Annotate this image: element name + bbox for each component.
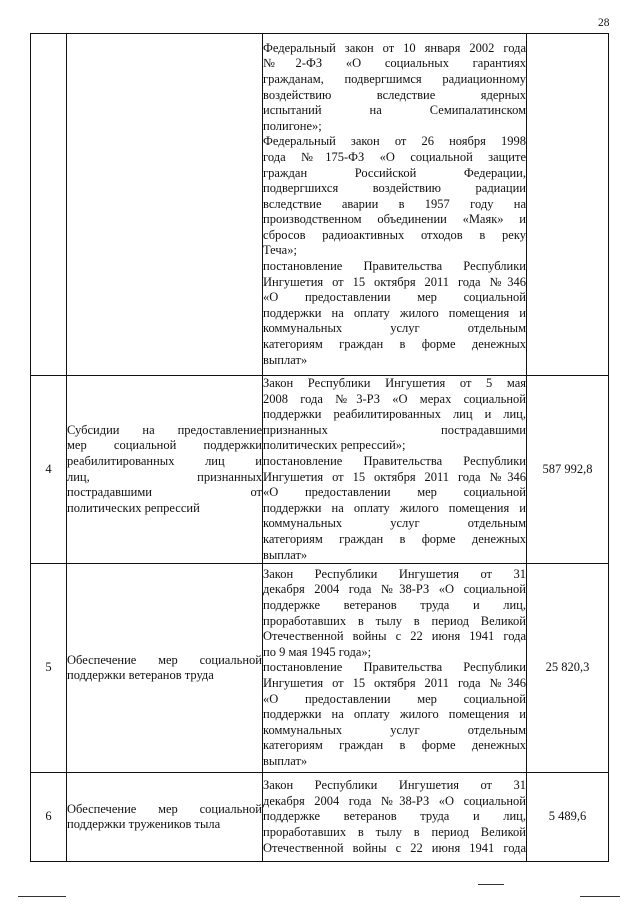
legal-basis-line: Закон Республики Ингушетия от 31: [263, 778, 526, 793]
legal-basis-line: «О предоставлении мер социальной: [263, 290, 526, 305]
legal-basis-line: постановление Правительства Республики: [263, 453, 526, 468]
legal-basis-line: поддержки на оплату жилого помещения и: [263, 500, 526, 515]
legal-basis-line: политических репрессий»;: [263, 438, 406, 453]
measure-name-line: реабилитированных лиц и: [67, 453, 262, 468]
legal-basis: [263, 773, 527, 862]
legal-basis-line: вследствие аварии в 1957 году на: [263, 196, 526, 211]
legal-basis-line: категориям граждан в форме денежных: [263, 738, 526, 753]
legal-basis-line: декабря 2004 года №38-РЗ «О социальной: [263, 582, 526, 597]
legal-basis: [263, 34, 527, 376]
row-number: 4: [31, 376, 67, 564]
legal-basis-line: проработавших в тылу в период Великой: [263, 824, 526, 839]
amount: 25 820,3: [527, 564, 609, 773]
legal-basis-line: Федеральный закон от 10 января 2002 года: [263, 40, 526, 55]
measure-name-line: Субсидии на предоставление: [67, 422, 262, 437]
legal-basis-line: сбросов радиоактивных отходов в реку: [263, 227, 526, 242]
measure-name: [67, 376, 263, 564]
row-number: [31, 34, 67, 376]
footer-line-right: [580, 896, 620, 897]
legal-basis-line: декабря 2004 года №38-РЗ «О социальной: [263, 793, 526, 808]
amount: 587 992,8: [527, 376, 609, 564]
legal-basis-line: гражданам, подвергшимся радиационному: [263, 71, 526, 86]
measure-name-line: пострадавшими от: [67, 485, 262, 500]
legal-basis-line: «О предоставлении мер социальной: [263, 485, 526, 500]
legal-basis-line: по 9 мая 1945 года»;: [263, 644, 372, 659]
legal-basis-line: Теча»;: [263, 243, 297, 258]
measure-name-line: политических репрессий: [67, 500, 200, 515]
amount: [527, 34, 609, 376]
legal-basis-line: 2008 года №3-РЗ «О мерах социальной: [263, 391, 526, 406]
legal-basis-line: «О предоставлении мер социальной: [263, 691, 526, 706]
table-row: [31, 564, 609, 773]
legal-basis-line: выплат»: [263, 547, 308, 562]
legal-basis-line: подвергшихся воздействию радиации: [263, 181, 526, 196]
legal-basis-line: проработавших в тылу в период Великой: [263, 613, 526, 628]
legal-basis-line: выплат»: [263, 753, 308, 768]
legal-basis-line: воздействию вследствие ядерных: [263, 87, 526, 102]
legal-basis-line: Закон Республики Ингушетия от 5 мая: [263, 376, 526, 390]
legal-basis-line: Отечественной войны с 22 июня 1941 года: [263, 629, 526, 644]
legal-basis-line: испытаний на Семипалатинском: [263, 103, 526, 118]
legal-basis-line: №2-ФЗ «О социальных гарантиях: [263, 56, 526, 71]
legal-basis-line: Ингушетия от 15 октября 2011 года №346: [263, 675, 526, 690]
legal-basis-line: признанных пострадавшими: [263, 422, 526, 437]
legal-basis-line: коммунальных услуг отдельным: [263, 516, 526, 531]
legal-basis-line: Ингушетия от 15 октября 2011 года №346: [263, 274, 526, 289]
measure-name-line: поддержки ветеранов труда: [67, 668, 214, 683]
footer-line-left: [18, 896, 66, 897]
legal-basis-line: коммунальных услуг отдельным: [263, 722, 526, 737]
measure-name: [67, 564, 263, 773]
measure-name-line: лиц, признанных: [67, 469, 262, 484]
legal-basis-line: Закон Республики Ингушетия от 31: [263, 566, 526, 581]
legal-basis-line: года №175-ФЗ «О социальной защите: [263, 149, 526, 164]
row-number: 6: [31, 773, 67, 862]
legal-basis-line: полигоне»;: [263, 118, 322, 133]
table-row: [31, 773, 609, 862]
measure-name-line: поддержки тружеников тыла: [67, 817, 221, 832]
legal-basis-line: Ингушетия от 15 октября 2011 года №346: [263, 469, 526, 484]
legal-basis-line: поддержки на оплату жилого помещения и: [263, 707, 526, 722]
footer-line-mid: [478, 884, 504, 885]
page-number: 28: [598, 17, 610, 29]
legal-basis-line: поддержки на оплату жилого помещения и: [263, 305, 526, 320]
legal-basis: [263, 564, 527, 773]
table-row: [31, 34, 609, 376]
legal-basis-line: категориям граждан в форме денежных: [263, 531, 526, 546]
legal-basis-line: граждан Российской Федерации,: [263, 165, 526, 180]
legal-basis-line: постановление Правительства Республики: [263, 259, 526, 274]
funding-table: [30, 33, 609, 862]
measure-name: [67, 34, 263, 376]
measure-name-line: Обеспечение мер социальной: [67, 652, 262, 667]
legal-basis-line: коммунальных услуг отдельным: [263, 321, 526, 336]
table-row: [31, 376, 609, 564]
measure-name-line: Обеспечение мер социальной: [67, 801, 262, 816]
legal-basis-line: производственном объединении «Маяк» и: [263, 212, 526, 227]
measure-name-line: мер социальной поддержки: [67, 438, 262, 453]
legal-basis-line: поддержке ветеранов труда и лиц,: [263, 809, 526, 824]
legal-basis: [263, 376, 527, 564]
legal-basis-line: Отечественной войны с 22 июня 1941 года: [263, 840, 526, 855]
measure-name: [67, 773, 263, 862]
legal-basis-line: выплат»: [263, 352, 308, 367]
legal-basis-line: поддержки реабилитированных лиц и лиц,: [263, 407, 526, 422]
amount: 5 489,6: [527, 773, 609, 862]
legal-basis-line: постановление Правительства Республики: [263, 660, 526, 675]
legal-basis-line: категориям граждан в форме денежных: [263, 337, 526, 352]
legal-basis-line: Федеральный закон от 26 ноября 1998: [263, 134, 526, 149]
row-number: 5: [31, 564, 67, 773]
legal-basis-line: поддержке ветеранов труда и лиц,: [263, 597, 526, 612]
